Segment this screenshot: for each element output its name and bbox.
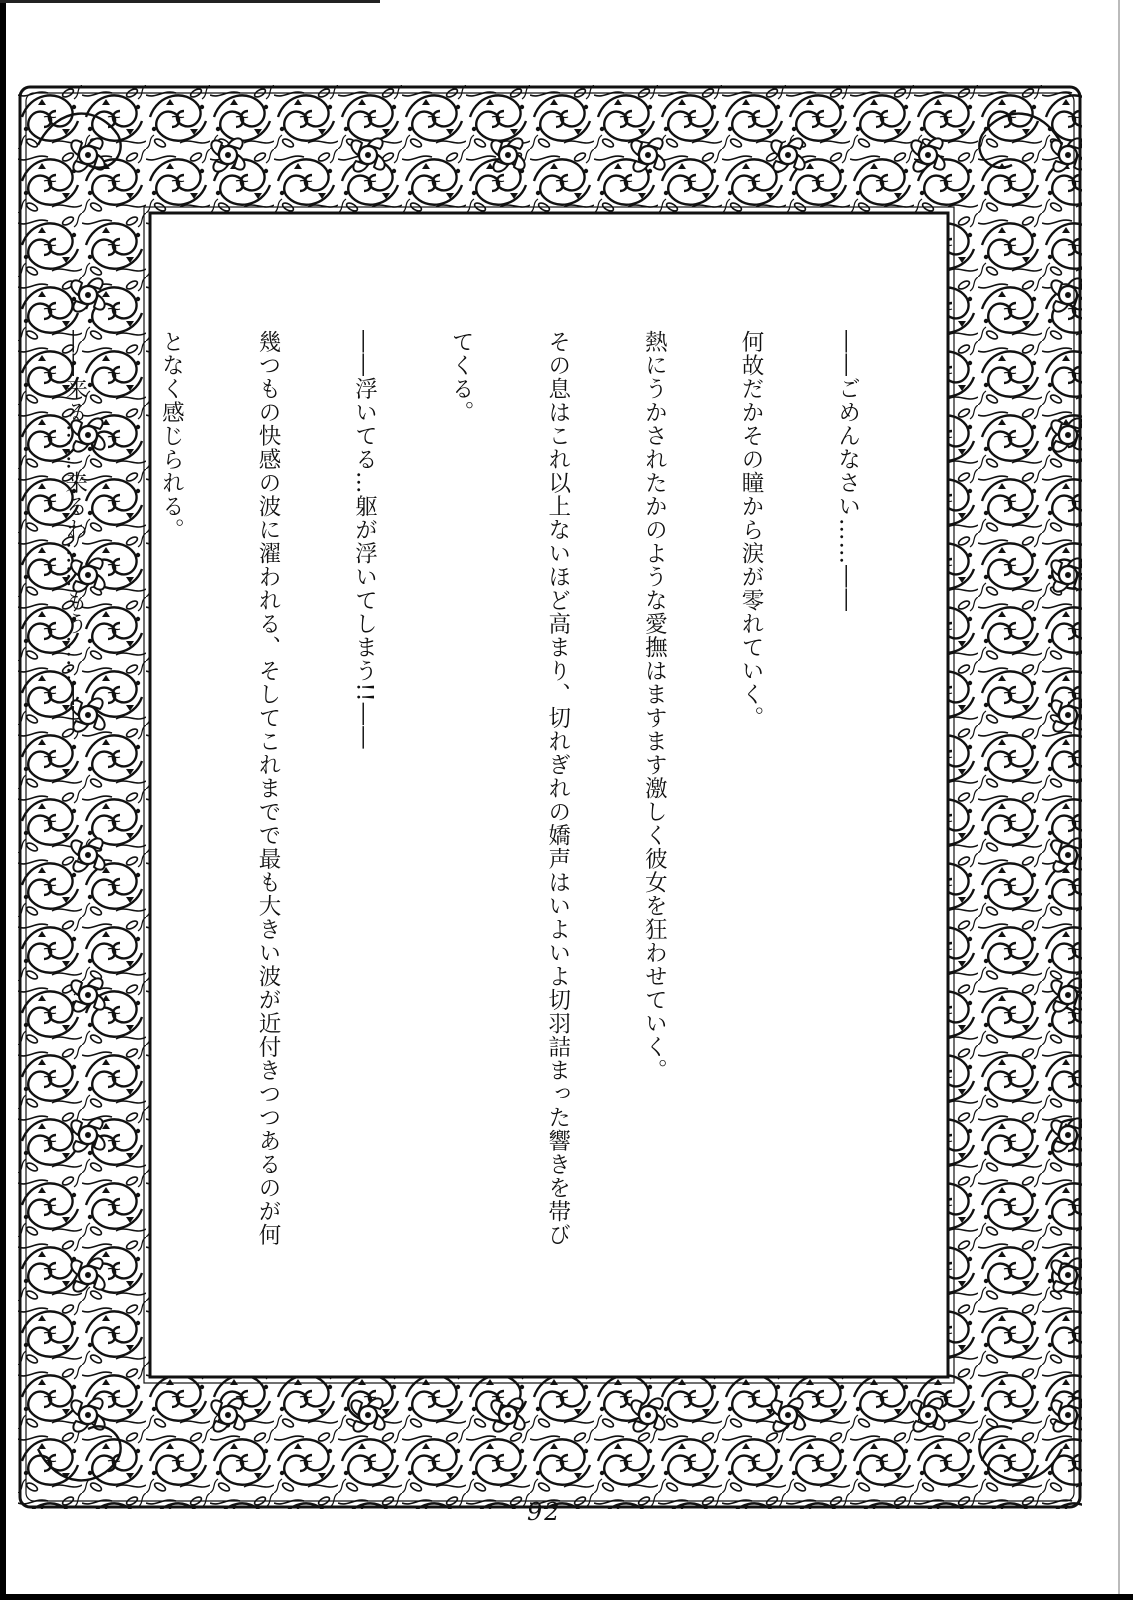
page-number: 92 <box>527 1498 562 1526</box>
text-line: ――浮いてる…躯が浮いてしまう!!―― <box>351 330 378 750</box>
text-line: てくる。 <box>448 330 475 424</box>
body-text-block <box>61 330 928 1290</box>
text-line: ――ごめんなさい……―― <box>834 330 861 612</box>
scan-edge-top <box>0 0 380 3</box>
text-line: 熱にうかされたかのような愛撫はますます激しく彼女を狂わせていく。 <box>641 330 668 1082</box>
scan-edge-bottom <box>0 1594 1133 1600</box>
text-line: となく感じられる。 <box>158 330 185 542</box>
vertical-text <box>61 330 928 1290</box>
scan-edge-right <box>1118 0 1120 1600</box>
text-line: ――来る……来るわ……もう……―― <box>61 330 88 730</box>
text-line: その息はこれ以上ないほど高まり、切れぎれの嬌声はいよいよ切羽詰まった響きを帯び <box>544 330 571 1247</box>
text-line: 幾つもの快感の波に濯われる、そしてこれまでで最も大きい波が近付きつつあるのが何 <box>254 330 281 1247</box>
text-line: 何故だかその瞳から涙が零れていく。 <box>737 330 764 730</box>
